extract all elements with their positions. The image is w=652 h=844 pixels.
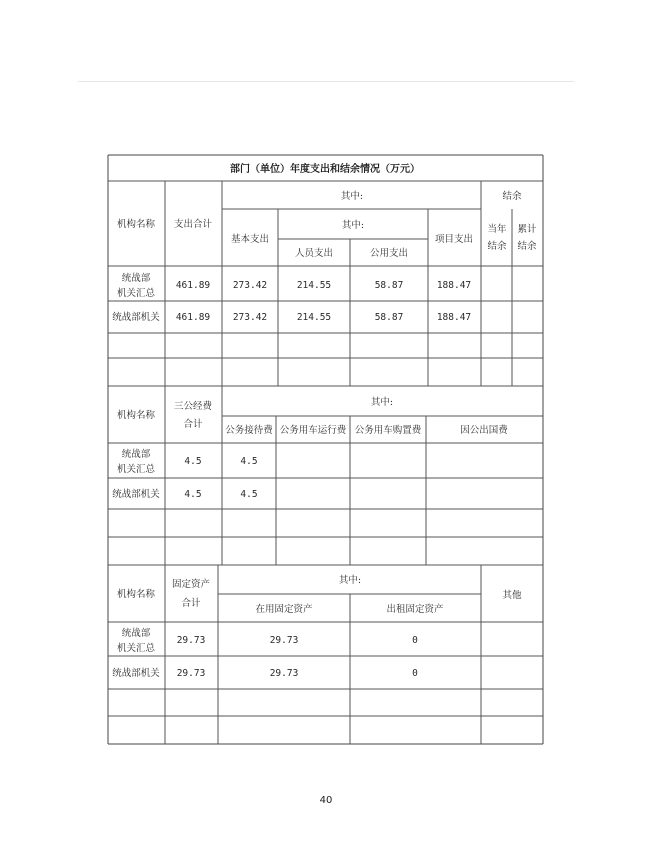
table2-header-total-line1: 三公经费 (173, 401, 213, 412)
table1-row1-name-line1: 统战部 (121, 273, 151, 284)
table3-header-other: 其他 (502, 590, 522, 601)
table1-header-basic: 基本支出 (230, 234, 270, 245)
table2-header-of-which: 其中: (370, 397, 394, 408)
table1-row2-personnel: 214.55 (296, 312, 332, 323)
table1-row1-total: 461.89 (175, 280, 211, 291)
three-public-expenses-table (108, 386, 543, 565)
table1-row1-basic: 273.42 (232, 280, 268, 291)
table2-header-car-operation: 公务用车运行费 (279, 425, 347, 436)
table2-row1-name-line1: 统战部 (121, 449, 151, 460)
table3-header-of-which: 其中: (338, 575, 362, 586)
table1-header-of-which-sub: 其中: (341, 220, 365, 231)
table2-row2-name: 统战部机关 (112, 489, 160, 500)
table3-row2-name: 统战部机关 (112, 668, 160, 679)
table1-title: 部门（单位）年度支出和结余情况（万元） (230, 164, 420, 175)
table2-header-total-line2: 合计 (183, 419, 203, 430)
table1-header-cum-balance-2: 结余 (517, 241, 537, 252)
table1-row1-name-line2: 机关汇总 (116, 288, 156, 299)
table2-row1-name-line2: 机关汇总 (116, 464, 156, 475)
table1-header-balance: 结余 (502, 191, 522, 202)
table2-row2-total: 4.5 (184, 489, 202, 500)
table2-header-abroad: 因公出国费 (460, 425, 508, 436)
fixed-assets-table (108, 565, 543, 744)
table2-row2-reception: 4.5 (240, 489, 258, 500)
table1-row1-public: 58.87 (374, 280, 404, 291)
table1-header-institution: 机构名称 (116, 219, 156, 230)
table1-row2-basic: 273.42 (232, 312, 268, 323)
table2-header-reception: 公务接待费 (225, 425, 273, 436)
table1-header-total-spending: 支出合计 (173, 219, 213, 230)
table3-header-total-line2: 合计 (181, 598, 201, 609)
table1-row2-name: 统战部机关 (112, 312, 160, 323)
table1-row2-project: 188.47 (436, 312, 472, 323)
table2-row1-total: 4.5 (184, 456, 202, 467)
table1-header-project: 项目支出 (434, 234, 474, 245)
table3-header-in-use: 在用固定资产 (255, 604, 313, 615)
table1-row1-project: 188.47 (436, 280, 472, 291)
table3-header-leased: 出租固定资产 (386, 604, 444, 615)
table3-row1-leased: 0 (412, 635, 418, 646)
table3-row2-total: 29.73 (176, 668, 206, 679)
table3-row1-name-line2: 机关汇总 (116, 643, 156, 654)
table3-row1-name-line1: 统战部 (121, 628, 151, 639)
expenditure-balance-table (108, 155, 543, 386)
table3-row1-in-use: 29.73 (269, 635, 299, 646)
table3-header-institution: 机构名称 (116, 589, 156, 600)
table1-row1-personnel: 214.55 (296, 280, 332, 291)
table1-row2-total: 461.89 (175, 312, 211, 323)
table1-row2-public: 58.87 (374, 312, 404, 323)
table2-header-car-purchase: 公务用车购置费 (354, 425, 422, 436)
table3-row2-leased: 0 (412, 668, 418, 679)
page-number: 40 (319, 795, 333, 806)
table1-header-personnel: 人员支出 (294, 248, 334, 259)
table1-header-of-which: 其中: (340, 191, 364, 202)
table1-header-year-balance-2: 结余 (487, 241, 507, 252)
table1-header-year-balance-1: 当年 (487, 224, 507, 235)
table2-header-institution: 机构名称 (116, 410, 156, 421)
table3-row2-in-use: 29.73 (269, 668, 299, 679)
table2-row1-reception: 4.5 (240, 456, 258, 467)
table1-header-public: 公用支出 (369, 248, 409, 259)
table1-header-cum-balance-1: 累计 (517, 224, 537, 235)
table3-header-total-line1: 固定资产 (171, 579, 211, 590)
table3-row1-total: 29.73 (176, 635, 206, 646)
